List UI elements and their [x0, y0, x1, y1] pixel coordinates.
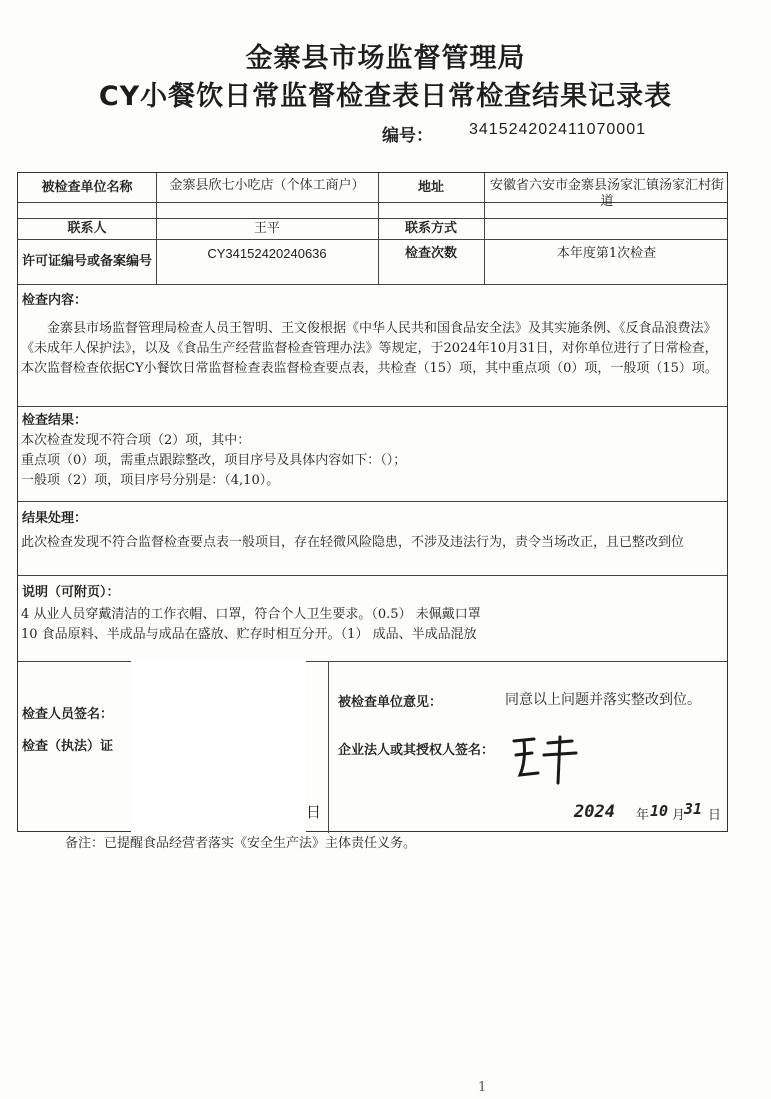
result-line-2: 重点项（0）项，需重点跟踪整改，项目序号及具体内容如下：（）； [21, 453, 407, 468]
inspection-count-label: 检查次数 [404, 246, 457, 261]
result-heading: 检查结果： [22, 413, 88, 428]
unit-name-value: 金寨县欣七小吃店（个体工商户） [169, 178, 365, 193]
date-day-char: 日 [708, 808, 722, 823]
unit-name-label: 被检查单位名称 [41, 179, 133, 195]
handwritten-signature [508, 731, 588, 787]
handling-text: 此次检查发现不符合监督检查要点表一般项目，存在轻微风险隐患，不涉及违法行为，责令当场改正，且已整改到位 [21, 535, 685, 550]
date-month-char: 月 [672, 808, 686, 823]
contact-value: 王平 [253, 220, 280, 236]
license-label: 许可证编号或备案编号 [22, 253, 153, 269]
legal-signature-label: 企业法人或其授权人签名： [338, 743, 495, 758]
inspection-record-table [17, 172, 728, 832]
content-text: 金寨县市场监督管理局检查人员王智明、王文俊根据《中华人民共和国食品安全法》及其实施条例、《反食品浪费法》《未成年人保护法》，以及《食品生产经营监督检查管理办法》等规定，于2024年10月31日，对你单位进行了日常检查，本次监督检查依据CY小餐饮日常监督检查表监督检查要点表，共检查（15）项，其中重点项（0）项，一般项（15）项。 [21, 321, 718, 376]
date-year: 2024 [574, 802, 615, 822]
content-heading: 检查内容： [22, 293, 88, 308]
serial-number-value: 341524202411070001 [469, 121, 646, 138]
opinion-label: 被检查单位意见： [338, 695, 443, 710]
license-value: CY34152420240636 [207, 246, 327, 261]
date-day: 31 [684, 800, 703, 818]
inspector-signature-label: 检查人员签名： [22, 707, 114, 722]
page-mark: 1 [478, 1080, 487, 1095]
document-title: 金寨县市场监督管理局 [245, 43, 526, 74]
phone-label: 联系方式 [404, 220, 457, 236]
date-month: 10 [650, 802, 669, 820]
date-year-char: 年 [636, 808, 650, 823]
serial-number-label: 编号： [382, 126, 433, 146]
inspection-count-value: 本年度第1次检查 [556, 246, 657, 261]
contact-label: 联系人 [67, 220, 107, 236]
result-line-3: 一般项（2）项，项目序号分别是：（4,10）。 [21, 473, 280, 488]
result-line-1: 本次检查发现不符合项（2）项，其中： [21, 433, 251, 448]
certificate-label: 检查（执法）证 [22, 739, 114, 754]
opinion-value: 同意以上问题并落实整改到位。 [505, 692, 701, 708]
notes-line-2: 10 食品原料、半成品与成品在盛放、贮存时相互分开。（1） 成品、半成品混放 [21, 627, 477, 642]
day-char: 日 [306, 803, 322, 821]
notes-line-1: 4 从业人员穿戴清洁的工作衣帽、口罩，符合个人卫生要求。（0.5） 未佩戴口罩 [21, 607, 481, 622]
footer-note: 备注：已提醒食品经营者落实《安全生产法》主体责任义务。 [65, 836, 417, 851]
address-value: 安徽省六安市金寨县汤家汇镇汤家汇村街道 [489, 178, 724, 209]
redaction-block [131, 661, 306, 833]
notes-heading: 说明（可附页）： [22, 585, 120, 600]
address-label: 地址 [417, 179, 444, 195]
phone-value [484, 218, 729, 239]
document-subtitle: CY小餐饮日常监督检查表日常检查结果记录表 [98, 81, 673, 112]
handling-heading: 结果处理： [22, 511, 88, 526]
